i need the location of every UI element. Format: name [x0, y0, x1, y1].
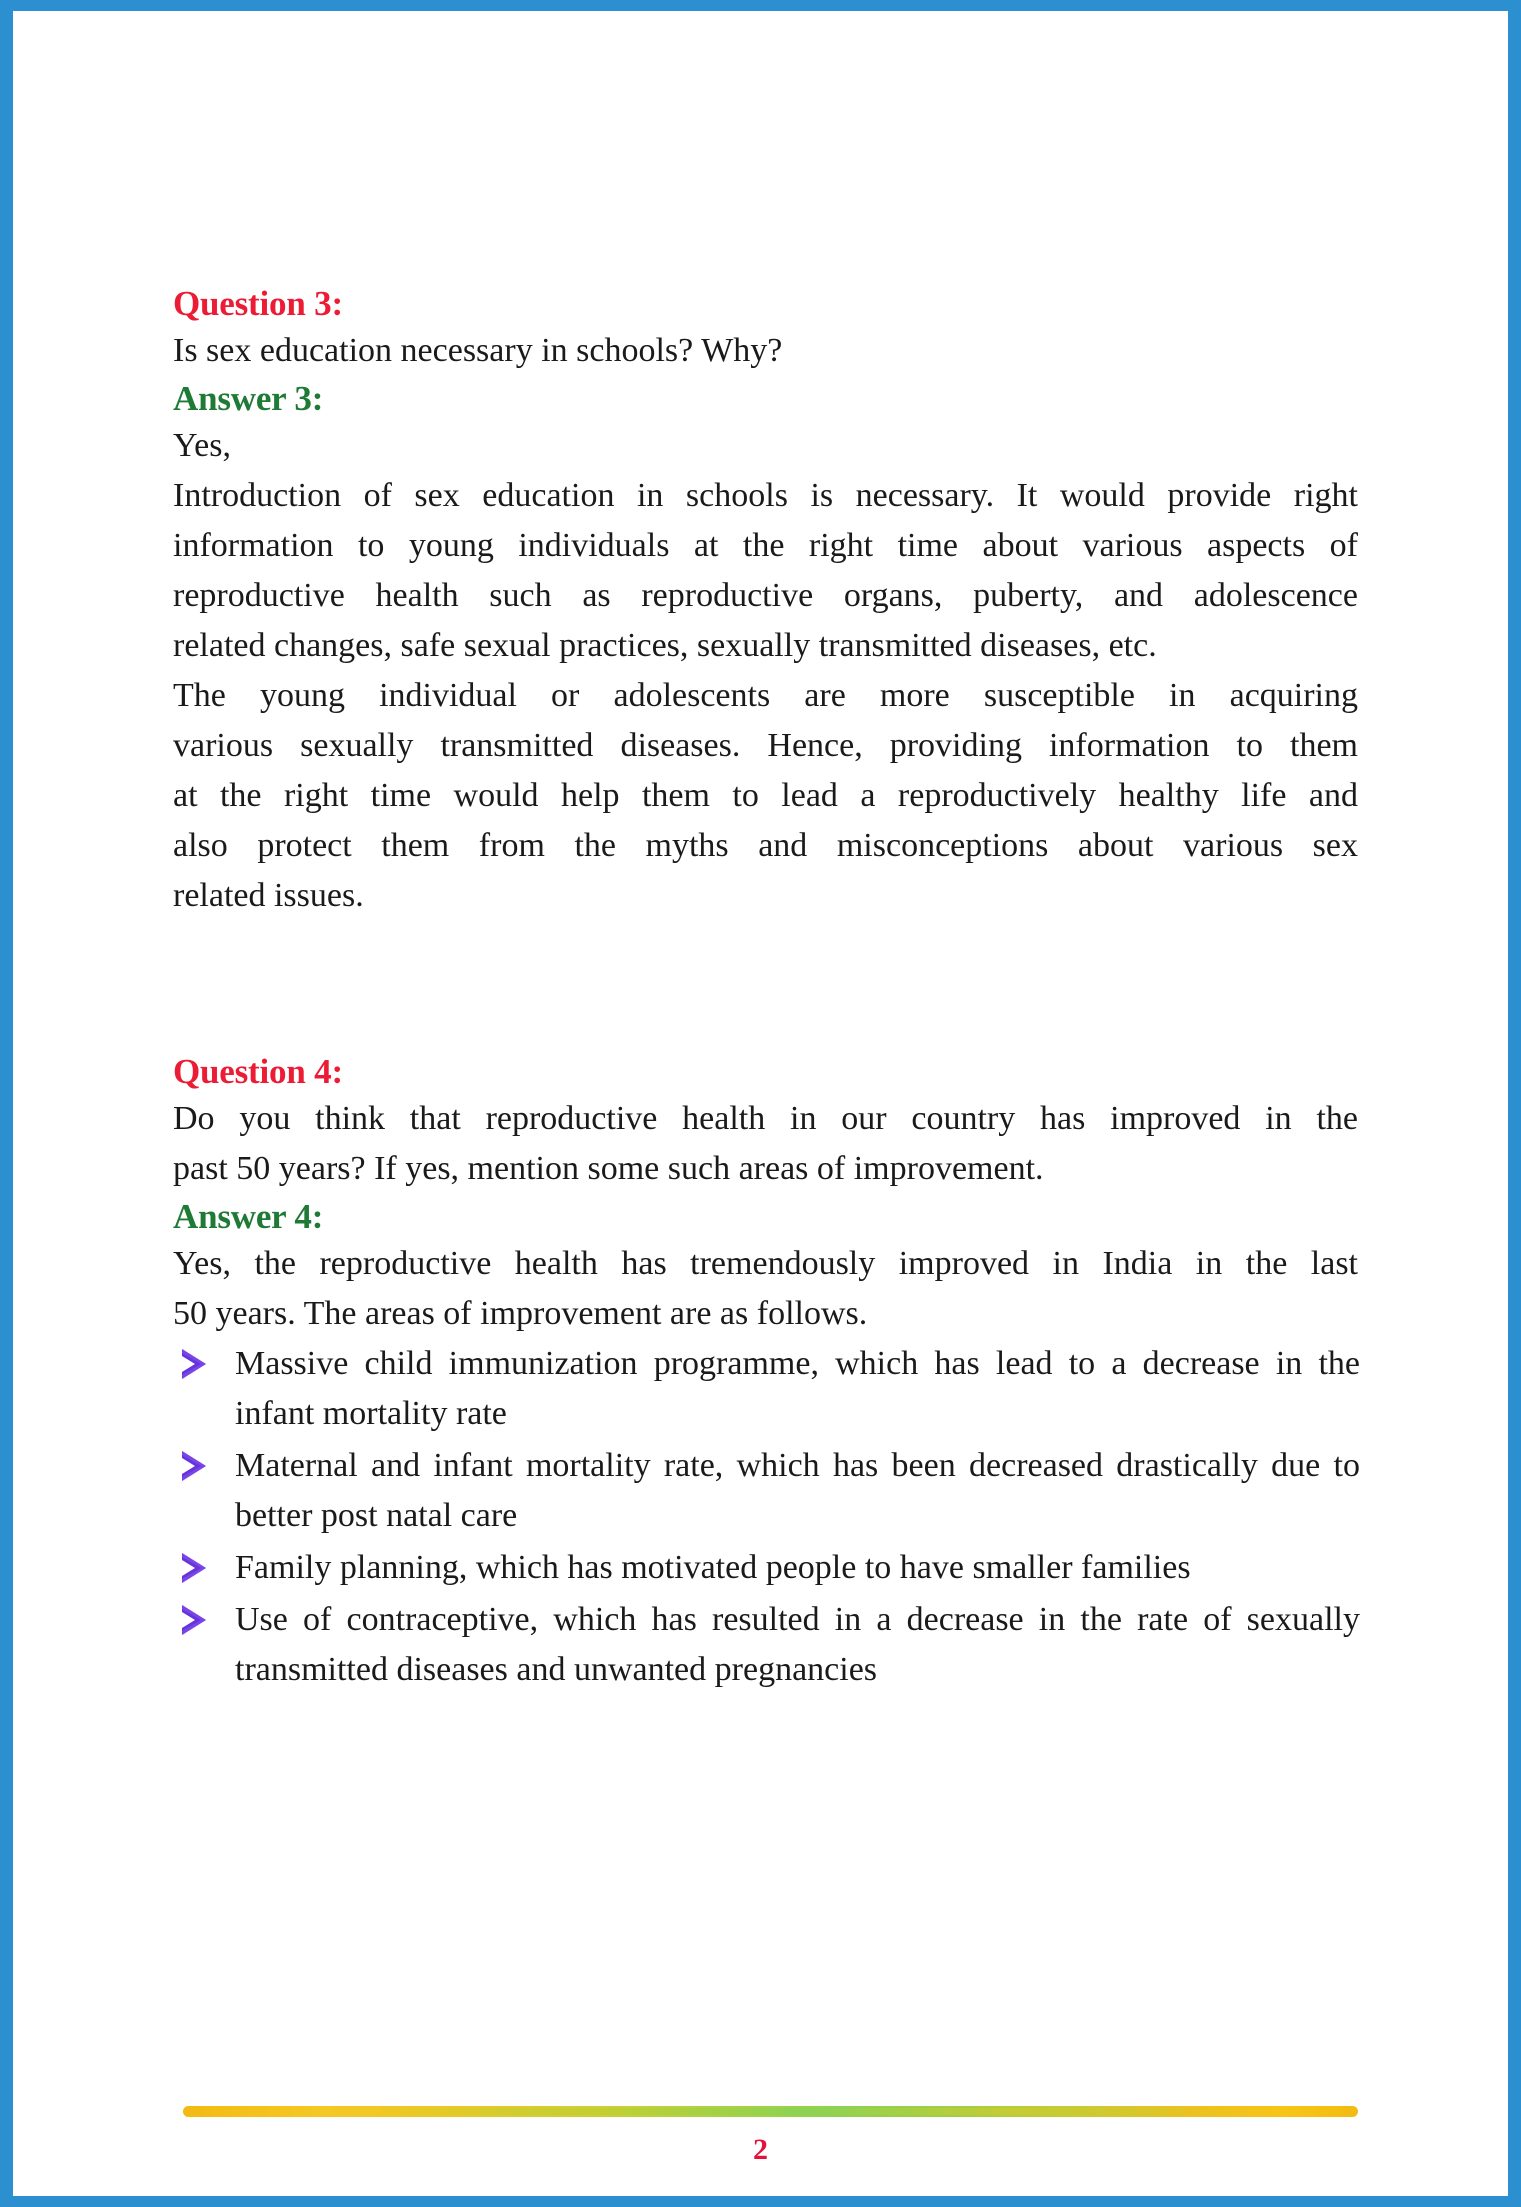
list-item — [173, 1543, 1373, 1593]
paragraph-line: related changes, safe sexual practices, sexually transmitted diseases, etc. — [173, 627, 1157, 664]
list-item — [173, 1339, 1373, 1439]
paragraph-line: Do you think that reproductive health in our country has improved in the — [173, 1100, 1358, 1137]
answer-3-heading: Answer 3: — [173, 379, 324, 418]
answer-4-intro — [173, 1239, 1373, 1339]
document-content — [173, 281, 1373, 1697]
page-number: 2 — [753, 2133, 768, 2166]
list-item-label: Maternal and infant mortality rate, which has been decreased drastically due to better post natal care — [235, 1447, 1360, 1534]
list-item — [173, 1595, 1373, 1695]
section-question-3 — [173, 281, 1373, 921]
paragraph-line: Introduction of sex education in schools is necessary. It would provide right — [173, 477, 1358, 514]
paragraph-line: past 50 years? If yes, mention some such areas of improvement. — [173, 1150, 1044, 1187]
list-item-label: Family planning, which has motivated people to have smaller families — [235, 1549, 1191, 1586]
paragraph-line: at the right time would help them to lead a reproductively healthy life and — [173, 777, 1358, 814]
list-item-label: Use of contraceptive, which has resulted in a decrease in the rate of sexually transmitted diseases and unwanted pregnancies — [235, 1601, 1360, 1688]
answer-4-heading: Answer 4: — [173, 1197, 324, 1236]
paragraph-line: related issues. — [173, 877, 364, 914]
improvement-areas-list — [173, 1339, 1373, 1695]
paragraph-line: Yes, the reproductive health has tremendously improved in India in the last — [173, 1245, 1358, 1282]
paragraph-line: 50 years. The areas of improvement are as follows. — [173, 1295, 868, 1332]
paragraph-line: reproductive health such as reproductive organs, puberty, and adolescence — [173, 577, 1358, 614]
question-3-heading: Question 3: — [173, 284, 343, 323]
arrow-head-bullet-icon — [179, 1603, 209, 1637]
section-question-4 — [173, 1049, 1373, 1695]
page-inner-surface — [13, 11, 1508, 2196]
answer-3-paragraph-2 — [173, 671, 1373, 921]
question-4-heading: Question 4: — [173, 1052, 343, 1091]
footer-divider-rule — [183, 2106, 1358, 2117]
question-4-text — [173, 1094, 1373, 1194]
list-item — [173, 1441, 1373, 1541]
arrow-head-bullet-icon — [179, 1449, 209, 1483]
paragraph-line: various sexually transmitted diseases. Hence, providing information to them — [173, 727, 1358, 764]
question-3-text: Is sex education necessary in schools? Why? — [173, 332, 783, 369]
paragraph-line: The young individual or adolescents are more susceptible in acquiring — [173, 677, 1358, 714]
paragraph-line: information to young individuals at the right time about various aspects of — [173, 527, 1358, 564]
answer-3-intro: Yes, — [173, 427, 231, 464]
arrow-head-bullet-icon — [179, 1347, 209, 1381]
answer-3-paragraph-1 — [173, 471, 1373, 671]
paragraph-line: also protect them from the myths and misconceptions about various sex — [173, 827, 1358, 864]
list-item-label: Massive child immunization programme, which has lead to a decrease in the infant mortality rate — [235, 1345, 1360, 1432]
section-spacer — [173, 921, 1373, 1049]
arrow-head-bullet-icon — [179, 1551, 209, 1585]
